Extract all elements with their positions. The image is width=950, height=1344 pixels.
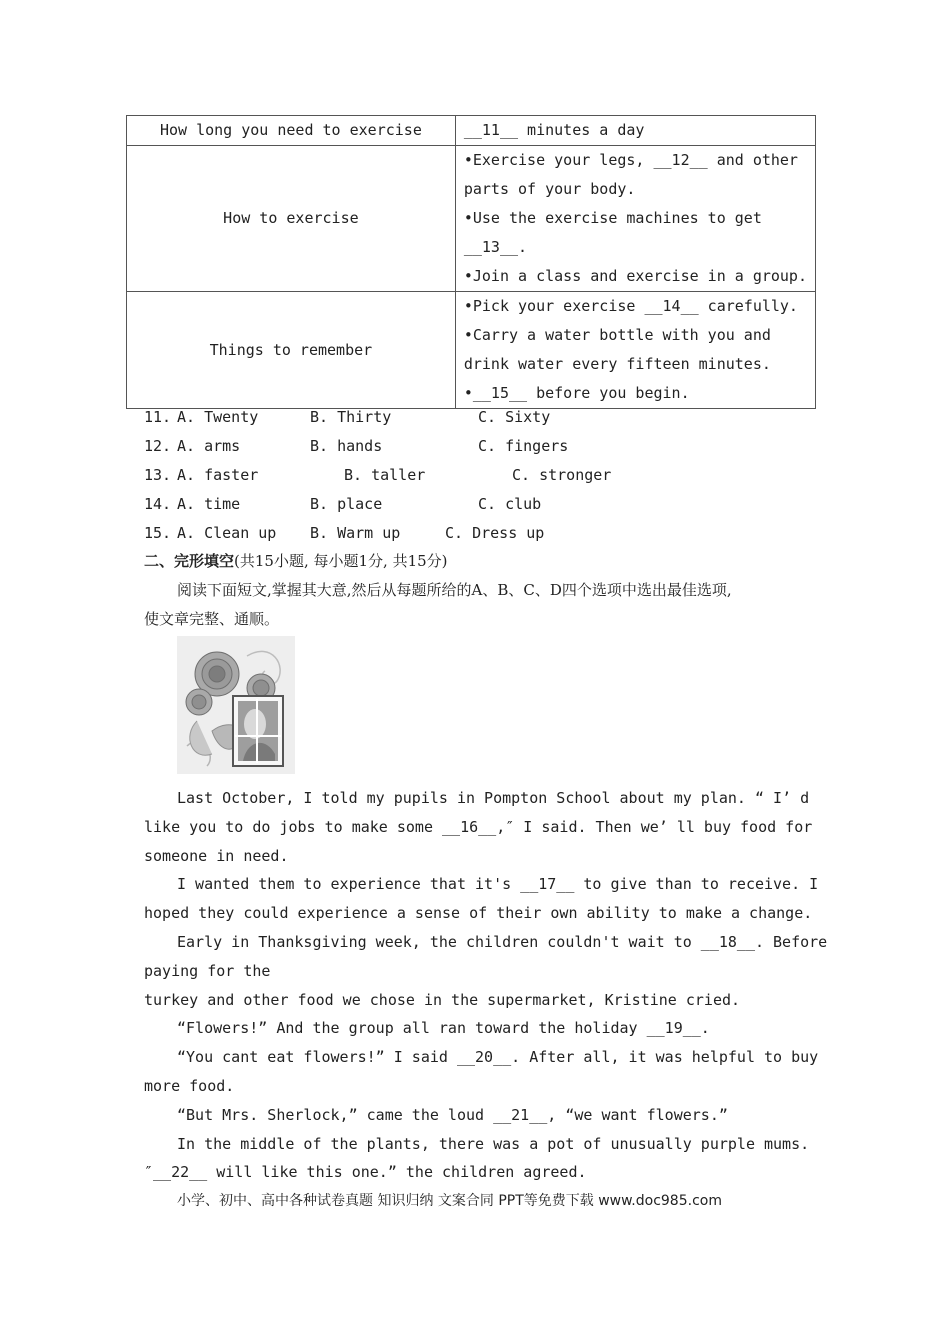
instructions [144,576,804,634]
option-b: B. Warm up [310,524,401,542]
exercise-table [126,115,816,409]
answer-options [144,403,844,548]
passage-line: more food. [144,1076,235,1095]
passage-line: I wanted them to experience that it's __17__ to give than to receive. I [177,875,819,894]
option-b: B. Thirty [310,408,392,426]
content-line: •Join a class and exercise in a group. [463,267,807,285]
passage-line: In the middle of the plants, there was a pot of unusually purple mums. [177,1134,810,1153]
question-number: 14. [144,495,172,513]
section-heading [144,547,448,575]
flower-photo [177,636,295,774]
passage-line: Early in Thanksgiving week, the children couldn't wait to __18__. Before [177,932,828,951]
option-row [144,403,844,432]
passage-line: “You cant eat flowers!” I said __20__. After all, it was helpful to buy [177,1048,819,1067]
passage-line: someone in need. [144,846,289,865]
instruction-line: 使文章完整、通顺。 [144,610,280,628]
passage-line: turkey and other food we chose in the supermarket, Kristine cried. [144,990,741,1009]
passage-line: Last October, I told my pupils in Pompton School about my plan. “ I’ d [177,789,810,807]
content-line: __13__. [463,238,528,256]
passage-line: like you to do jobs to make some __16__,″ I said. Then we’ ll buy food for [144,817,813,836]
passage-line: paying for the [144,961,271,980]
question-number: 13. [144,466,172,484]
row-content [455,292,815,409]
content-line: •Carry a water bottle with you and [463,326,771,344]
footer-watermark: 小学、初中、高中各种试卷真题 知识归纳 文案合同 PPT等免费下载 www.doc985.com [177,1193,722,1209]
option-b: B. place [310,495,383,513]
content-line: __11__ minutes a day [463,121,645,139]
instruction-line: 阅读下面短文,掌握其大意,然后从每题所给的A、B、C、D四个选项中选出最佳选项, [177,581,732,599]
option-c: C. stronger [512,466,612,484]
table-row [127,116,816,146]
option-c: C. Dress up [445,524,545,542]
passage-line: “Flowers!” And the group all ran toward the holiday __19__. [177,1019,710,1038]
passage-line: “But Mrs. Sherlock,” came the loud __21__, “we want flowers.” [177,1105,728,1124]
content-line: drink water every fifteen minutes. [463,355,771,373]
content-line: •__15__ before you begin. [463,384,690,402]
section-title: 二、完形填空 [144,552,235,570]
option-a: A. arms [177,437,241,455]
option-a: A. faster [177,466,259,484]
question-number: 15. [144,524,172,542]
question-number: 11. [144,408,172,426]
row-label: How long you need to exercise [127,116,456,146]
cloze-passage [144,784,834,1187]
table-row [127,292,816,409]
option-c: C. fingers [478,437,569,455]
option-row [144,519,844,548]
content-line: •Exercise your legs, __12__ and other [463,151,798,169]
option-row [144,490,844,519]
row-content [455,116,815,146]
content-line: parts of your body. [463,180,636,198]
content-line: •Pick your exercise __14__ carefully. [463,297,798,315]
row-label: Things to remember [127,292,456,409]
section-note: (共15小题, 每小题1分, 共15分) [234,552,448,570]
option-b: B. taller [344,466,426,484]
row-content [455,146,815,292]
option-a: A. Clean up [177,524,277,542]
content-line: •Use the exercise machines to get [463,209,762,227]
option-c: C. club [478,495,542,513]
option-row [144,461,844,490]
passage-line: ″__22__ will like this one.” the children agreed. [144,1163,587,1182]
question-number: 12. [144,437,172,455]
option-row [144,432,844,461]
table-row [127,146,816,292]
passage-line: hoped they could experience a sense of their own ability to make a change. [144,904,813,923]
row-label: How to exercise [127,146,456,292]
option-a: A. Twenty [177,408,259,426]
option-a: A. time [177,495,241,513]
option-c: C. Sixty [478,408,551,426]
option-b: B. hands [310,437,383,455]
